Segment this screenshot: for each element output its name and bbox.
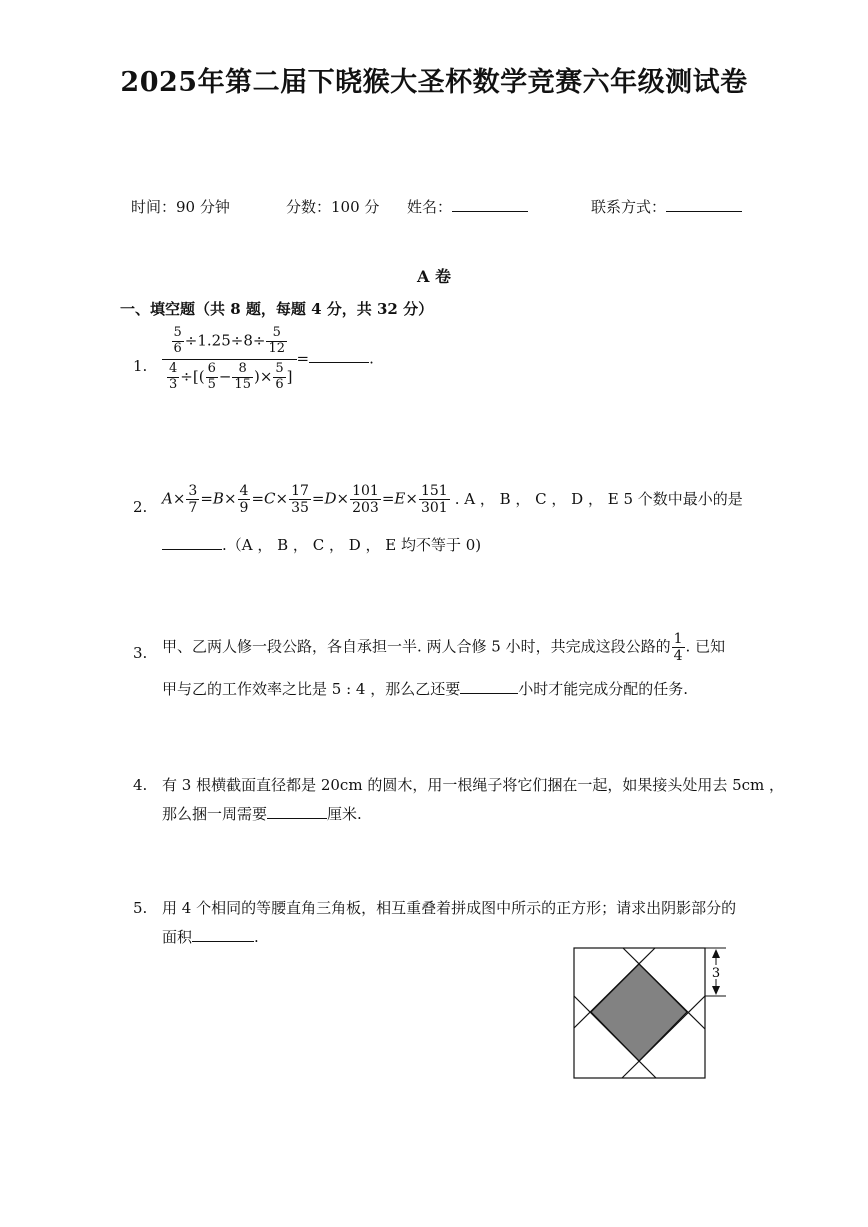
name-blank[interactable] xyxy=(452,197,528,212)
name-label: 姓名： xyxy=(407,198,453,216)
q1-expression: $\frac{5}{6}$ ÷1.25÷8÷ $\frac{5}{12}$ $\frac{4}{3}$ ÷[( $\frac{6}{5}$ − $\frac{8}{15}$ )× $\frac{5}{6}$ ] = . xyxy=(162,326,374,393)
q4-number: 4. xyxy=(133,776,148,794)
q1-numerator: $\frac{5}{6}$ ÷1.25÷8÷ $\frac{5}{12}$ xyxy=(162,326,297,360)
q2-frac-151-301: $\frac{151}{301}$ xyxy=(420,483,448,517)
q3-frac-1-4: $\frac{1}{4}$ xyxy=(673,631,683,665)
q2-line2: .（A ， B ， C ， D ， E 均不等于 0) xyxy=(162,535,481,554)
q1-number: 1. xyxy=(133,357,148,375)
q1-frac-5-12: $\frac{5}{12}$ xyxy=(268,325,285,356)
q2-frac-17-35: $\frac{17}{35}$ xyxy=(291,483,309,517)
dim-arrow-up xyxy=(712,949,720,958)
q5-line2: 面积 . xyxy=(162,928,259,946)
score-label: 分数：100 分 xyxy=(286,198,380,216)
q2-number: 2. xyxy=(133,498,148,516)
q5-answer-blank[interactable] xyxy=(192,927,254,942)
q1-frac-5-6b: $\frac{5}{6}$ xyxy=(275,360,284,392)
time-label: 时间：90 分钟 xyxy=(131,198,230,216)
q3-number: 3. xyxy=(133,644,148,662)
q1-frac-5-6: $\frac{5}{6}$ xyxy=(173,325,182,356)
contact-field[interactable] xyxy=(591,196,742,217)
dim-arrow-down xyxy=(712,986,720,995)
q4-line2: 那么捆一周需要 厘米. xyxy=(162,805,362,823)
q1-denominator: $\frac{4}{3}$ ÷[( $\frac{6}{5}$ − $\frac{8}{15}$ )× $\frac{5}{6}$ ] xyxy=(169,360,293,392)
q1-frac-8-15: $\frac{8}{15}$ xyxy=(234,360,251,392)
q2-answer-blank[interactable] xyxy=(162,535,222,550)
page-title: 2025年第二届下晓猴大圣杯数学竞赛六年级测试卷 xyxy=(120,67,748,98)
q1-big-fraction xyxy=(162,326,297,393)
q5-figure xyxy=(566,940,738,1085)
contact-blank[interactable] xyxy=(666,197,742,212)
q4-line1: 有 3 根横截面直径都是 20cm 的圆木，用一根绳子将它们捆在一起，如果接头处用去 5cm ， xyxy=(162,776,785,794)
part-heading: 一、填空题（共 8 题，每题 4 分，共 32 分） xyxy=(120,300,434,318)
shaded-region xyxy=(591,964,687,1061)
q3-answer-blank[interactable] xyxy=(460,679,518,694)
section-title: A 卷 xyxy=(417,267,451,286)
q1-frac-6-5: $\frac{6}{5}$ xyxy=(207,360,216,392)
q2-frac-3-7: $\frac{3}{7}$ xyxy=(188,483,198,517)
q4-answer-blank[interactable] xyxy=(267,804,327,819)
q2-frac-101-203: $\frac{101}{203}$ xyxy=(352,483,379,517)
q3-line2: 甲与乙的工作效率之比是 5 : 4 ，那么乙还要 小时才能完成分配的任务. xyxy=(162,680,688,698)
dim-label: 3 xyxy=(711,966,721,981)
q1-frac-4-3: $\frac{4}{3}$ xyxy=(169,360,178,392)
q2-line1: A× $\frac{3}{7}$ =B× $\frac{4}{9}$ =C× $\frac{17}{35}$ =D× $\frac{101}{203}$ =E× $\frac{151}{301}$ . A ， B ， C ， D ， E 5 个数中最小的是 xyxy=(162,483,743,517)
q5-number: 5. xyxy=(133,899,148,917)
name-field[interactable] xyxy=(407,196,528,217)
contact-label: 联系方式： xyxy=(591,198,667,216)
q3-line1: 甲、乙两人修一段公路，各自承担一半. 两人合修 5 小时，共完成这段公路的 $\frac{1}{4}$ . 已知 xyxy=(162,631,726,665)
q5-line1: 用 4 个相同的等腰直角三角板，相互重叠着拼成图中所示的正方形；请求出阴影部分的 xyxy=(162,899,737,917)
q2-frac-4-9: $\frac{4}{9}$ xyxy=(239,483,249,517)
q1-answer-blank[interactable] xyxy=(309,348,369,363)
